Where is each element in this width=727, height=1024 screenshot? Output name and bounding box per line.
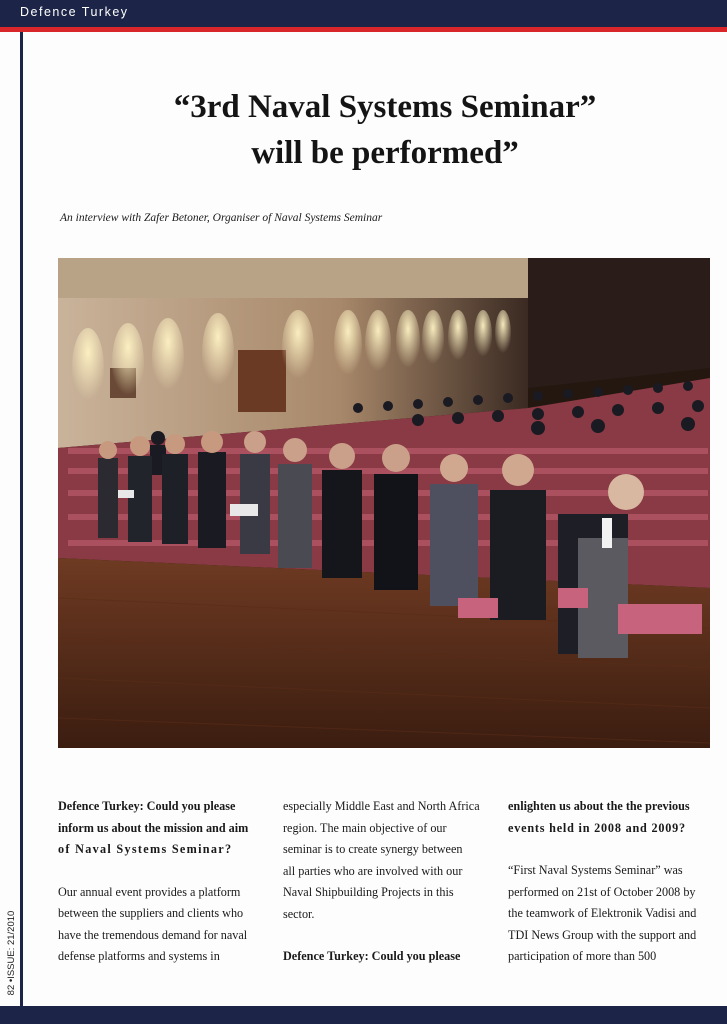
answer-1-line-4: defense platforms and systems in: [58, 949, 220, 963]
text-column-1: [58, 796, 266, 968]
title-line-2: will be performed”: [251, 135, 519, 171]
answer-2-line-4: TDI News Group with the support and: [508, 927, 697, 942]
paragraph-gap: [283, 925, 491, 946]
footer-bar: [0, 1006, 727, 1024]
answer-2-line-3: the teamwork of Elektronik Vadisi and: [508, 906, 697, 920]
header-red-rule: [0, 27, 727, 32]
article-subtitle: An interview with Zafer Betoner, Organiser of Naval Systems Seminar: [60, 212, 383, 224]
answer-1-line-9: Naval Shipbuilding Projects in this: [283, 885, 454, 899]
paragraph-gap: [508, 839, 716, 860]
question-2-line-3: events held in 2008 and 2009?: [508, 820, 686, 835]
answer-2-line-5: participation of more than 500: [508, 949, 657, 963]
question-1-line-3: of Naval Systems Seminar?: [58, 842, 233, 856]
left-margin-rule: [20, 32, 23, 1006]
answer-1-line-8: all parties who are involved with our: [283, 863, 463, 878]
question-2-line-2: enlighten us about the the previous: [508, 799, 690, 813]
text-column-3: [508, 796, 716, 968]
answer-1-line-10: sector.: [283, 906, 315, 921]
paragraph-gap: [58, 861, 266, 882]
issue-label: 82 •ISSUE: 21/2010: [6, 910, 17, 996]
answer-2-line-2: performed on 21st of October 2008 by: [508, 884, 696, 899]
answer-1-line-1: Our annual event provides a platform: [58, 884, 241, 899]
title-line-1: “3rd Naval Systems Seminar”: [173, 89, 597, 125]
question-1-line-2: inform us about the mission and aim: [58, 820, 249, 835]
text-column-2: [283, 796, 491, 968]
answer-1-line-3: have the tremendous demand for naval: [58, 927, 248, 942]
article-title: [60, 84, 710, 176]
answer-1-line-6: region. The main objective of our: [283, 820, 447, 835]
answer-1-line-7: seminar is to create synergy between: [283, 842, 463, 856]
seminar-audience-image: [58, 258, 710, 748]
header-bar: [0, 0, 727, 27]
audience-photo: [58, 258, 710, 748]
answer-2-line-1: “First Naval Systems Seminar” was: [508, 863, 683, 877]
question-1-line-1: Defence Turkey: Could you please: [58, 799, 236, 813]
magazine-name: Defence Turkey: [20, 5, 129, 19]
answer-1-line-5: especially Middle East and North Africa: [283, 799, 480, 813]
question-2-line-1: Defence Turkey: Could you please: [283, 949, 461, 963]
answer-1-line-2: between the suppliers and clients who: [58, 906, 244, 920]
